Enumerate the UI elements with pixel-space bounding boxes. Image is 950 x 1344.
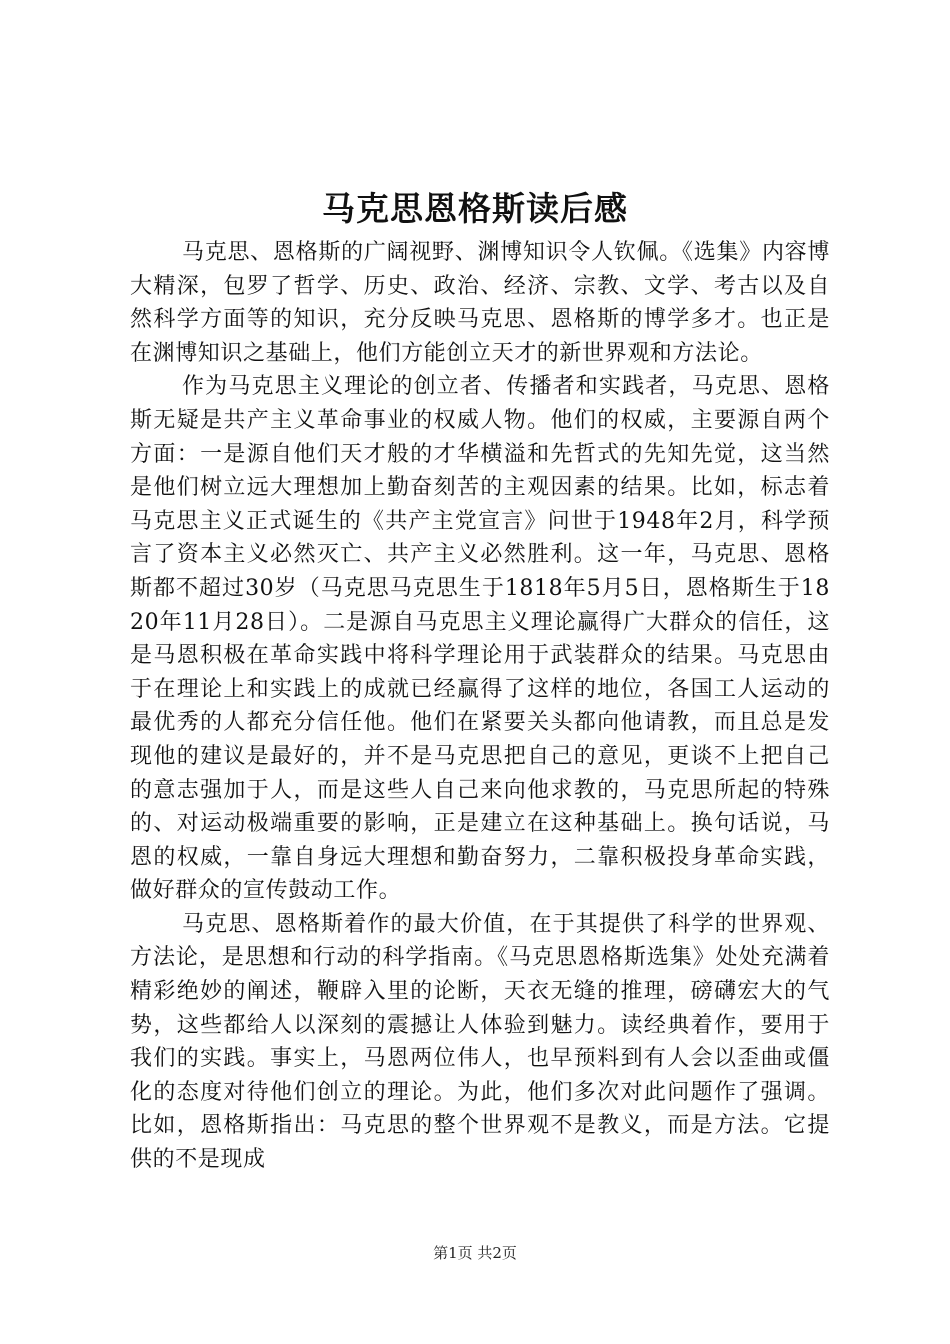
paragraph-3: 马克思、恩格斯着作的最大价值，在于其提供了科学的世界观、方法论，是思想和行动的科学指南。《马克思恩格斯选集》处处充满着精彩绝妙的阐述，鞭辟入里的论断，天衣无缝的推理，磅礴宏大的气势，这些都给人以深刻的震撼让人体验到魅力。读经典着作，要用于我们的实践。事实上，马恩两位伟人，也早预料到有人会以歪曲或僵化的态度对待他们创立的理论。为此，他们多次对此问题作了强调。比如，恩格斯指出：马克思的整个世界观不是教义，而是方法。它提供的不是现成	[130, 911, 830, 1173]
document-title: 马克思恩格斯读后感	[322, 189, 628, 228]
page-footer: 第1页 共2页	[433, 1244, 517, 1262]
document-body	[130, 236, 830, 1177]
paragraph-1: 马克思、恩格斯的广阔视野、渊博知识令人钦佩。《选集》内容博大精深，包罗了哲学、历史、政治、经济、宗教、文学、考古以及自然科学方面等的知识，充分反映马克思、恩格斯的博学多才。也正是在渊博知识之基础上，他们方能创立天才的新世界观和方法论。	[130, 240, 830, 366]
paragraph-2: 作为马克思主义理论的创立者、传播者和实践者，马克思、恩格斯无疑是共产主义革命事业的权威人物。他们的权威，主要源自两个方面：一是源自他们天才般的才华横溢和先哲式的先知先觉，这当然是他们树立远大理想加上勤奋刻苦的主观因素的结果。比如，标志着马克思主义正式诞生的《共产主党宣言》问世于1948年2月，科学预言了资本主义必然灭亡、共产主义必然胜利。这一年，马克思、恩格斯都不超过30岁（马克思马克思生于1818年5月5日，恩格斯生于1820年11月28日）。二是源自马克思主义理论赢得广大群众的信任，这是马恩积极在革命实践中将科学理论用于武装群众的结果。马克思由于在理论上和实践上的成就已经赢得了这样的地位，各国工人运动的最优秀的人都充分信任他。他们在紧要关头都向他请教，而且总是发现他的建议是最好的，并不是马克思把自己的意见，更谈不上把自己的意志强加于人，而是这些人自己来向他求教的，马克思所起的特殊的、对运动极端重要的影响，正是建立在这种基础上。换句话说，马恩的权威，一靠自身远大理想和勤奋努力，二靠积极投身革命实践，做好群众的宣传鼓动工作。	[130, 374, 830, 904]
